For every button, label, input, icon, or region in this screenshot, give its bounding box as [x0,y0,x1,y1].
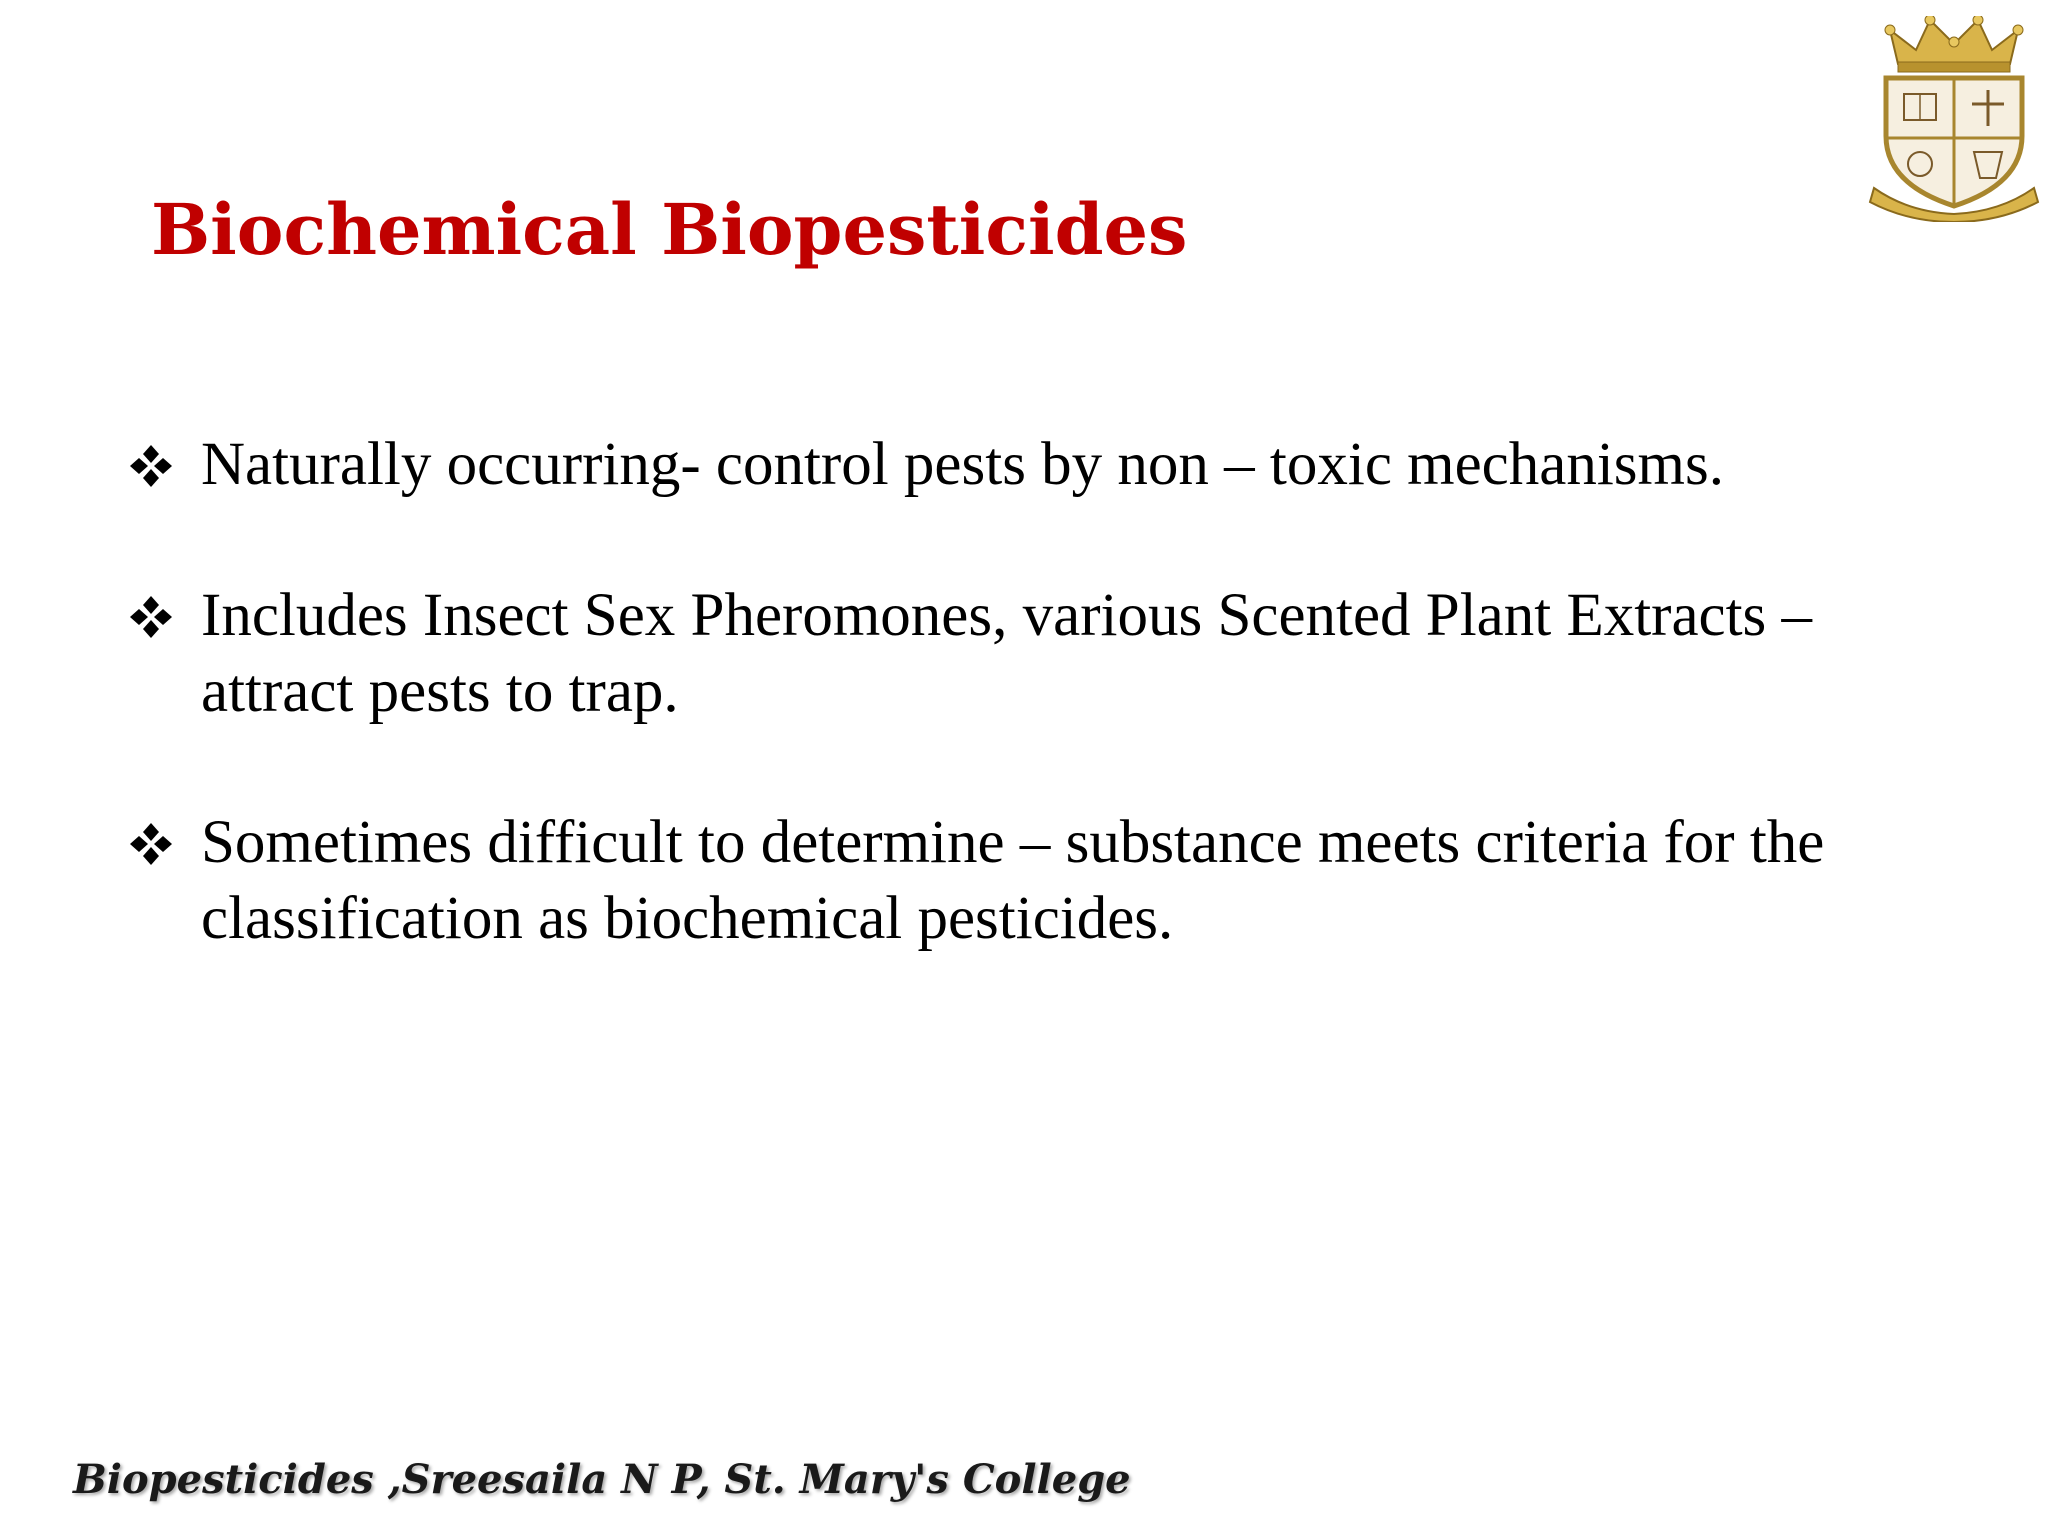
bullet-text: Includes Insect Sex Pheromones, various Scented Plant Extracts – attract pests to trap. [201,582,1813,725]
slide-title: Biochemical Biopesticides [151,188,1188,271]
four-diamond-bullet-icon [128,594,174,640]
four-diamond-bullet-icon [128,443,174,489]
bullet-text: Sometimes difficult to determine – substance meets criteria for the classification as biochemical pesticides. [201,809,1825,952]
college-crest-icon [1868,16,2040,222]
four-diamond-bullet-icon [128,821,174,867]
footer-text: Biopesticides ,Sreesaila N P, St. Mary's College [73,1456,1131,1503]
bullet-text: Naturally occurring- control pests by non – toxic mechanisms. [201,431,1724,498]
